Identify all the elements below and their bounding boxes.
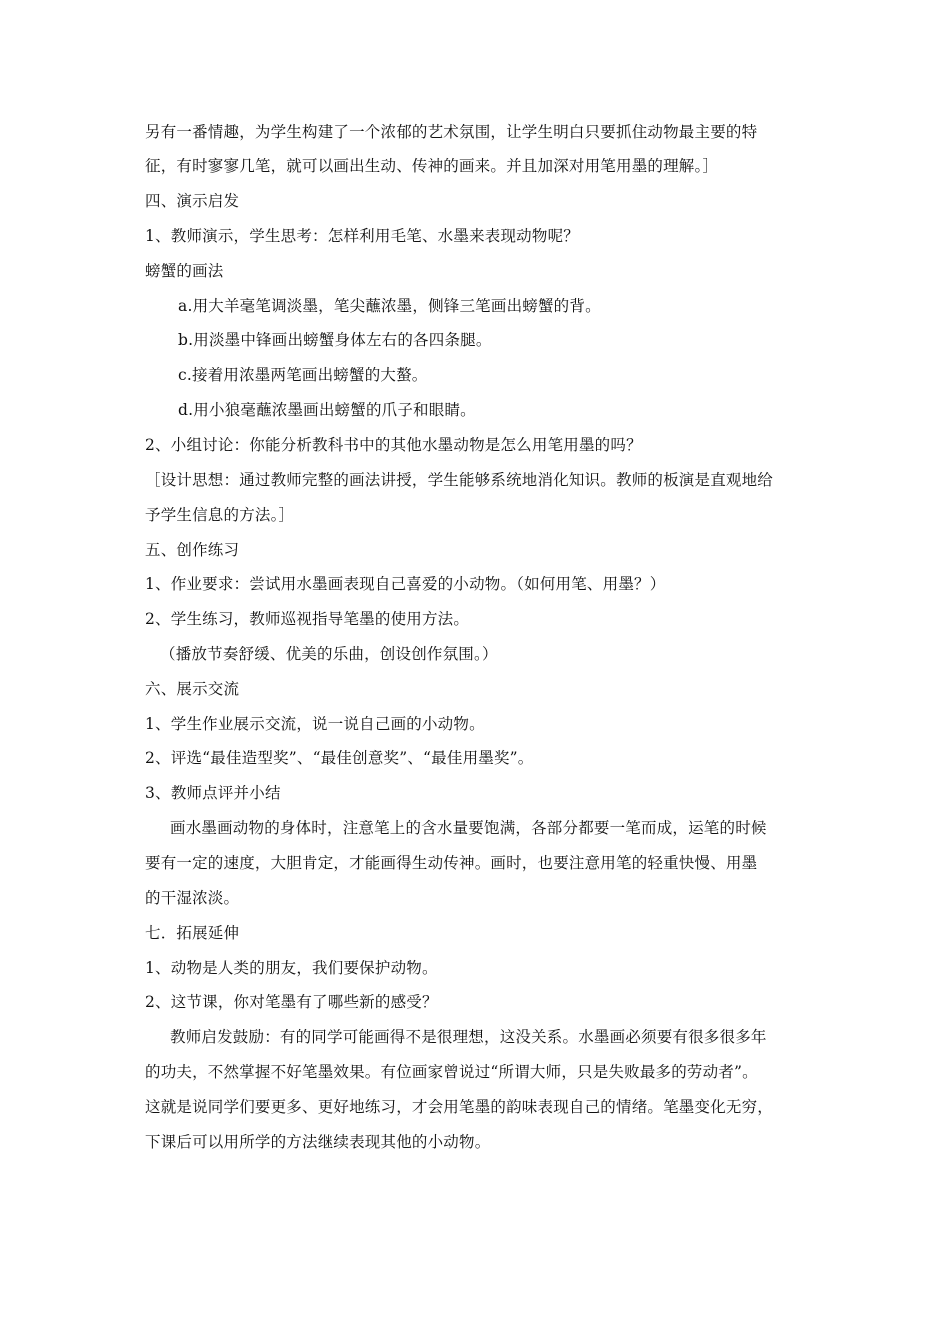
paragraph-line: 画水墨画动物的身体时，注意笔上的含水量要饱满，各部分都要一笔而成，运笔的时候 bbox=[170, 819, 767, 837]
list-item: 1、学生作业展示交流，说一说自己画的小动物。 bbox=[145, 715, 485, 733]
list-item: 2、这节课，你对笔墨有了哪些新的感受？ bbox=[145, 993, 438, 1011]
subheading: 螃蟹的画法 bbox=[145, 262, 224, 280]
paragraph-line: （播放节奏舒缓、优美的乐曲，创设创作氛围。） bbox=[160, 645, 498, 663]
section-heading: 六、展示交流 bbox=[145, 680, 240, 698]
list-item: b.用淡墨中锋画出螃蟹身体左右的各四条腿。 bbox=[178, 331, 492, 349]
paragraph-line: 要有一定的速度，大胆肯定，才能画得生动传神。画时，也要注意用笔的轻重快慢、用墨 bbox=[145, 854, 758, 872]
list-item: d.用小狼毫蘸浓墨画出螃蟹的爪子和眼睛。 bbox=[178, 401, 476, 419]
paragraph-line: 的功夫，不然掌握不好笔墨效果。有位画家曾说过“所谓大师，只是失败最多的劳动者”。 bbox=[145, 1063, 758, 1081]
paragraph-line: 征，有时寥寥几笔，就可以画出生动、传神的画来。并且加深对用笔用墨的理解。］ bbox=[145, 157, 719, 175]
list-item: a.用大羊毫笔调淡墨，笔尖蘸浓墨，侧锋三笔画出螃蟹的背。 bbox=[178, 297, 601, 315]
list-item: 2、评选“最佳造型奖”、“最佳创意奖”、“最佳用墨奖”。 bbox=[145, 749, 534, 767]
paragraph-line: 予学生信息的方法。］ bbox=[145, 506, 295, 524]
list-item: 1、动物是人类的朋友，我们要保护动物。 bbox=[145, 959, 438, 977]
paragraph-line: 另有一番情趣，为学生构建了一个浓郁的艺术氛围，让学生明白只要抓住动物最主要的特 bbox=[145, 123, 758, 141]
list-item: c.接着用浓墨两笔画出螃蟹的大螯。 bbox=[178, 366, 428, 384]
list-item: 1、作业要求：尝试用水墨画表现自己喜爱的小动物。（如何用笔、用墨？） bbox=[145, 575, 666, 593]
paragraph-line: 下课后可以用所学的方法继续表现其他的小动物。 bbox=[145, 1133, 491, 1151]
paragraph-line: 教师启发鼓励：有的同学可能画得不是很理想，这没关系。水墨画必须要有很多很多年 bbox=[170, 1028, 767, 1046]
list-item: 2、学生练习，教师巡视指导笔墨的使用方法。 bbox=[145, 610, 470, 628]
section-heading: 七．拓展延伸 bbox=[145, 924, 240, 942]
list-item: 1、教师演示，学生思考：怎样利用毛笔、水墨来表现动物呢？ bbox=[145, 227, 579, 245]
list-item: 3、教师点评并小结 bbox=[145, 784, 281, 802]
section-heading: 四、演示启发 bbox=[145, 192, 240, 210]
section-heading: 五、创作练习 bbox=[145, 541, 240, 559]
list-item: 2、小组讨论：你能分析教科书中的其他水墨动物是怎么用笔用墨的吗？ bbox=[145, 436, 642, 454]
paragraph-line: ［设计思想：通过教师完整的画法讲授，学生能够系统地消化知识。教师的板演是直观地给 bbox=[145, 471, 774, 489]
paragraph-line: 的干湿浓淡。 bbox=[145, 889, 240, 907]
paragraph-line: 这就是说同学们要更多、更好地练习，才会用笔墨的韵味表现自己的情绪。笔墨变化无穷， bbox=[145, 1098, 774, 1116]
